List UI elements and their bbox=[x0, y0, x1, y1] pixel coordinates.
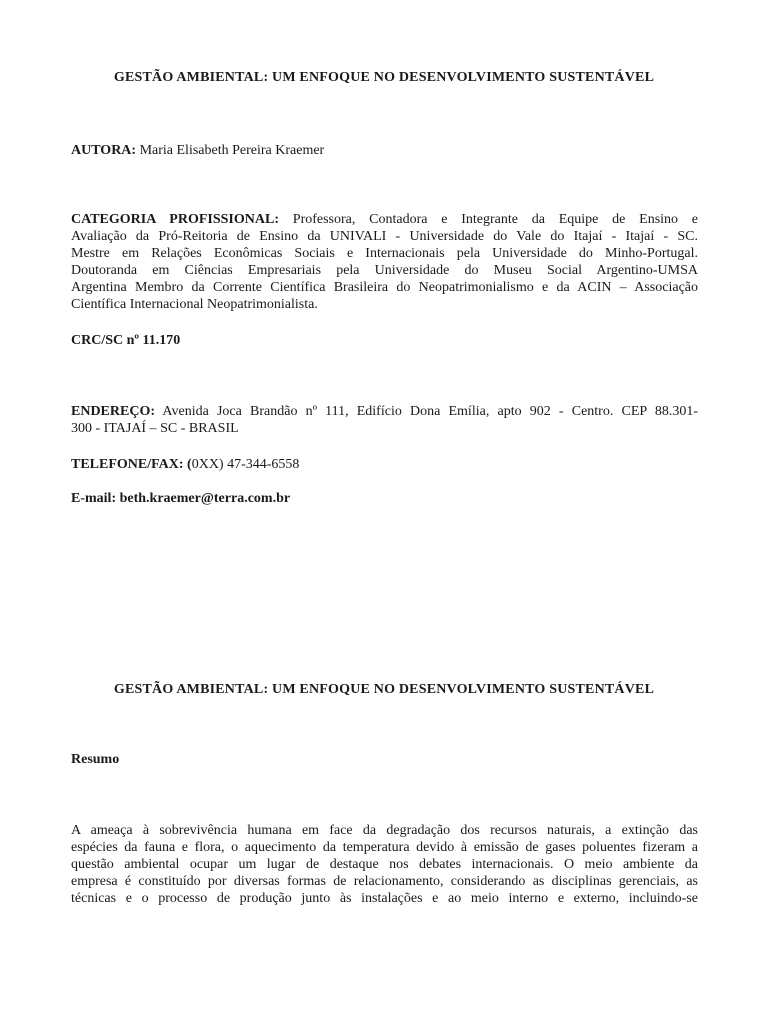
category-block bbox=[71, 211, 698, 313]
email-value[interactable]: beth.kraemer@terra.com.br bbox=[119, 491, 291, 506]
abstract-body bbox=[71, 822, 698, 907]
category-line: Científica Internacional Neopatrimonialista. bbox=[71, 297, 318, 312]
address-value: Avenida Joca Brandão nº 111, Edifício Dona Emília, apto 902 - Centro. CEP 88.301- bbox=[162, 404, 698, 419]
category-line-text: Professora, Contadora e Integrante da Equipe de Ensino e bbox=[292, 212, 699, 227]
category-line-1 bbox=[71, 211, 698, 228]
article-title: GESTÃO AMBIENTAL: UM ENFOQUE NO DESENVOLVIMENTO SUSTENTÁVEL bbox=[113, 682, 655, 697]
author-label: AUTORA: bbox=[71, 143, 137, 158]
cover-title: GESTÃO AMBIENTAL: UM ENFOQUE NO DESENVOLVIMENTO SUSTENTÁVEL bbox=[113, 70, 655, 85]
address-label: ENDEREÇO: bbox=[71, 404, 156, 419]
abstract-line: espécies da fauna e flora, o aquecimento da temperatura devido à emissão de gases poluentes fizeram a bbox=[71, 840, 698, 855]
crc-number: CRC/SC nº 11.170 bbox=[71, 333, 181, 348]
category-line: Mestre em Relações Econômicas Sociais e Internacionais pela Universidade do Minho-Portugal. bbox=[71, 246, 698, 261]
address-line-1 bbox=[71, 403, 698, 420]
address-line-2: 300 - ITAJAÍ – SC - BRASIL bbox=[71, 421, 239, 436]
phone-paren: ( bbox=[183, 457, 192, 472]
phone-label: TELEFONE/FAX: bbox=[71, 457, 184, 472]
author-value: Maria Elisabeth Pereira Kraemer bbox=[139, 143, 325, 158]
abstract-line: empresa é constituído por diversas formas de relacionamento, considerando as disciplinas gerenciais, as bbox=[71, 874, 698, 889]
abstract-line: técnicas e o processo de produção junto às instalações e ao meio interno e externo, incluindo-se bbox=[71, 891, 698, 906]
category-line: Avaliação da Pró-Reitoria de Ensino da UNIVALI - Universidade do Vale do Itajaí - Itajaí - SC. bbox=[71, 229, 698, 244]
category-line: Argentina Membro da Corrente Científica Brasileira do Neopatrimonialismo e da ACIN – Associação bbox=[71, 280, 698, 295]
email-line bbox=[71, 490, 698, 507]
author-line bbox=[71, 142, 698, 159]
category-label: CATEGORIA PROFISSIONAL: bbox=[71, 212, 279, 227]
abstract-line: A ameaça à sobrevivência humana em face da degradação dos recursos naturais, a extinção das bbox=[71, 823, 698, 838]
abstract-line: questão ambiental ocupar um lugar de destaque nos debates internacionais. O meio ambiente da bbox=[71, 857, 698, 872]
phone-value: 0XX) 47-344-6558 bbox=[191, 457, 300, 472]
address-block bbox=[71, 403, 698, 437]
phone-line bbox=[71, 456, 698, 473]
category-line: Doutoranda em Ciências Empresariais pela Universidade do Museu Social Argentino-UMSA bbox=[71, 263, 698, 278]
email-label: E-mail: bbox=[71, 491, 117, 506]
abstract-heading: Resumo bbox=[71, 752, 120, 767]
